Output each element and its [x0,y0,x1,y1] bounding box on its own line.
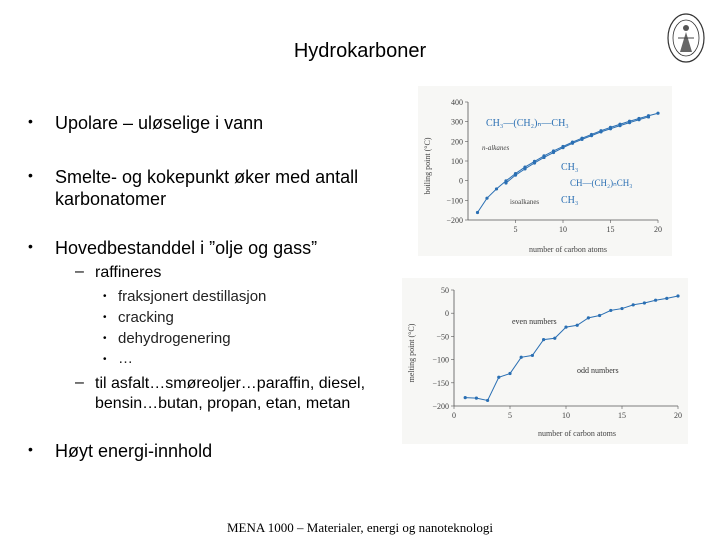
melting-point-chart [402,278,688,444]
slide-footer: MENA 1000 – Materialer, energi og nanoteknologi [226,520,494,535]
sub-sub-bullet-marker: • [103,333,107,344]
bullet-text [55,166,358,210]
data-point [654,299,657,302]
sub-sub-bullet-text: … [118,350,133,367]
data-point [564,326,567,329]
x-tick-label: 20 [674,411,682,420]
sub-sub-bullet-text: fraksjonert destillasjon [118,288,267,305]
bullet-marker: • [28,167,33,183]
bullet-marker: • [28,113,33,129]
data-point [590,134,593,137]
x-tick-label: 5 [508,411,512,420]
data-point [637,118,640,121]
isoalkanes-annotation: isoalkanes [510,198,540,206]
bullet-marker: • [28,238,33,254]
iso-ch3-bottom-annotation: CH₃ [561,195,579,206]
data-point [628,121,631,124]
sub-bullet-text [95,374,365,414]
data-point [504,181,507,184]
data-point [542,338,545,341]
data-point [552,151,555,154]
data-point [476,211,479,214]
odd-numbers-annotation: odd numbers [577,366,619,375]
data-point [643,301,646,304]
y-tick-label: 0 [459,176,463,186]
y-tick-label: −200 [432,402,449,411]
sub-sub-bullet-marker: • [103,291,107,302]
y-axis-label: melting point (°C) [407,323,416,383]
data-point [676,294,679,297]
y-tick-label: −200 [446,216,463,225]
sub-bullet-text: raffineres [95,264,162,281]
data-point [523,167,526,170]
data-point [495,187,498,190]
data-point [665,297,668,300]
iso-chain-annotation: CH—(CH₂)ₙCH₃ [570,178,633,188]
x-axis-label: number of carbon atoms [538,429,616,438]
iso-ch3-top-annotation: CH₃ [561,162,579,173]
data-point [609,309,612,312]
data-point [497,376,500,379]
data-point [514,174,517,177]
y-tick-label: 50 [441,286,449,295]
x-tick-label: 0 [452,411,456,420]
even-numbers-annotation: even numbers [512,317,557,326]
data-point [531,354,534,357]
y-axis-label: boiling point (°C) [423,137,432,195]
data-point [520,356,523,359]
sub-sub-bullet-text: cracking [118,309,174,326]
data-point [485,197,488,200]
data-point [486,399,489,402]
data-point [533,161,536,164]
x-axis-label: number of carbon atoms [529,245,607,254]
bullet-text: Upolare – uløselige i vann [55,113,264,133]
y-tick-label: −100 [446,196,463,206]
y-tick-label: 400 [451,98,463,107]
data-point [580,138,583,141]
sub-bullet-text-line: bensin…butan, propan, etan, metan [95,395,351,412]
data-point [618,124,621,127]
sub-sub-bullet-marker: • [103,312,107,323]
data-point [464,396,467,399]
data-point [475,397,478,400]
bullet-text-line: karbonatomer [55,189,167,209]
x-tick-label: 20 [654,225,662,234]
sub-sub-bullet-marker: • [103,354,107,365]
data-point [647,115,650,118]
data-point [542,156,545,159]
data-point [561,146,564,149]
bullet-text: Hovedbestanddel i ”olje og gass” [55,238,318,258]
data-point [571,142,574,145]
y-tick-label: −100 [432,355,449,365]
n-alkanes-annotation: n-alkanes [482,144,510,152]
sub-bullet-text-line: til asfalt…smøreoljer…paraffin, diesel, [95,375,366,392]
x-tick-label: 15 [606,225,615,234]
sub-bullet-marker: – [75,374,84,391]
data-point [576,324,579,327]
x-tick-label: 15 [618,411,626,420]
y-tick-label: 200 [451,137,463,147]
y-tick-label: −50 [436,332,449,342]
y-tick-label: −150 [432,378,449,388]
data-point [598,314,601,317]
chart-background [418,86,672,256]
boiling-point-chart [418,86,672,256]
bullet-text-line: Smelte- og kokepunkt øker med antall [55,167,359,187]
bullet-text: Høyt energi-innhold [55,441,213,461]
data-point [620,307,623,310]
y-tick-label: 300 [451,117,463,127]
data-point [553,337,556,340]
data-point [632,303,635,306]
x-tick-label: 5 [513,225,518,234]
y-tick-label: 100 [451,157,463,166]
sub-bullet-marker: – [75,263,84,280]
slide-title: Hydrokarboner [293,40,427,62]
data-point [609,127,612,130]
sub-sub-bullet-text: dehydrogenering [118,330,231,347]
x-tick-label: 10 [562,411,570,420]
data-point [587,316,590,319]
formula-annotation: CH₃—(CH₂)ₙ—CH₃ [486,118,569,129]
bullet-marker: • [28,441,33,457]
data-point [508,372,511,375]
data-point [599,130,602,133]
data-point [656,112,659,115]
y-tick-label: 0 [445,309,449,319]
x-tick-label: 10 [559,225,567,234]
